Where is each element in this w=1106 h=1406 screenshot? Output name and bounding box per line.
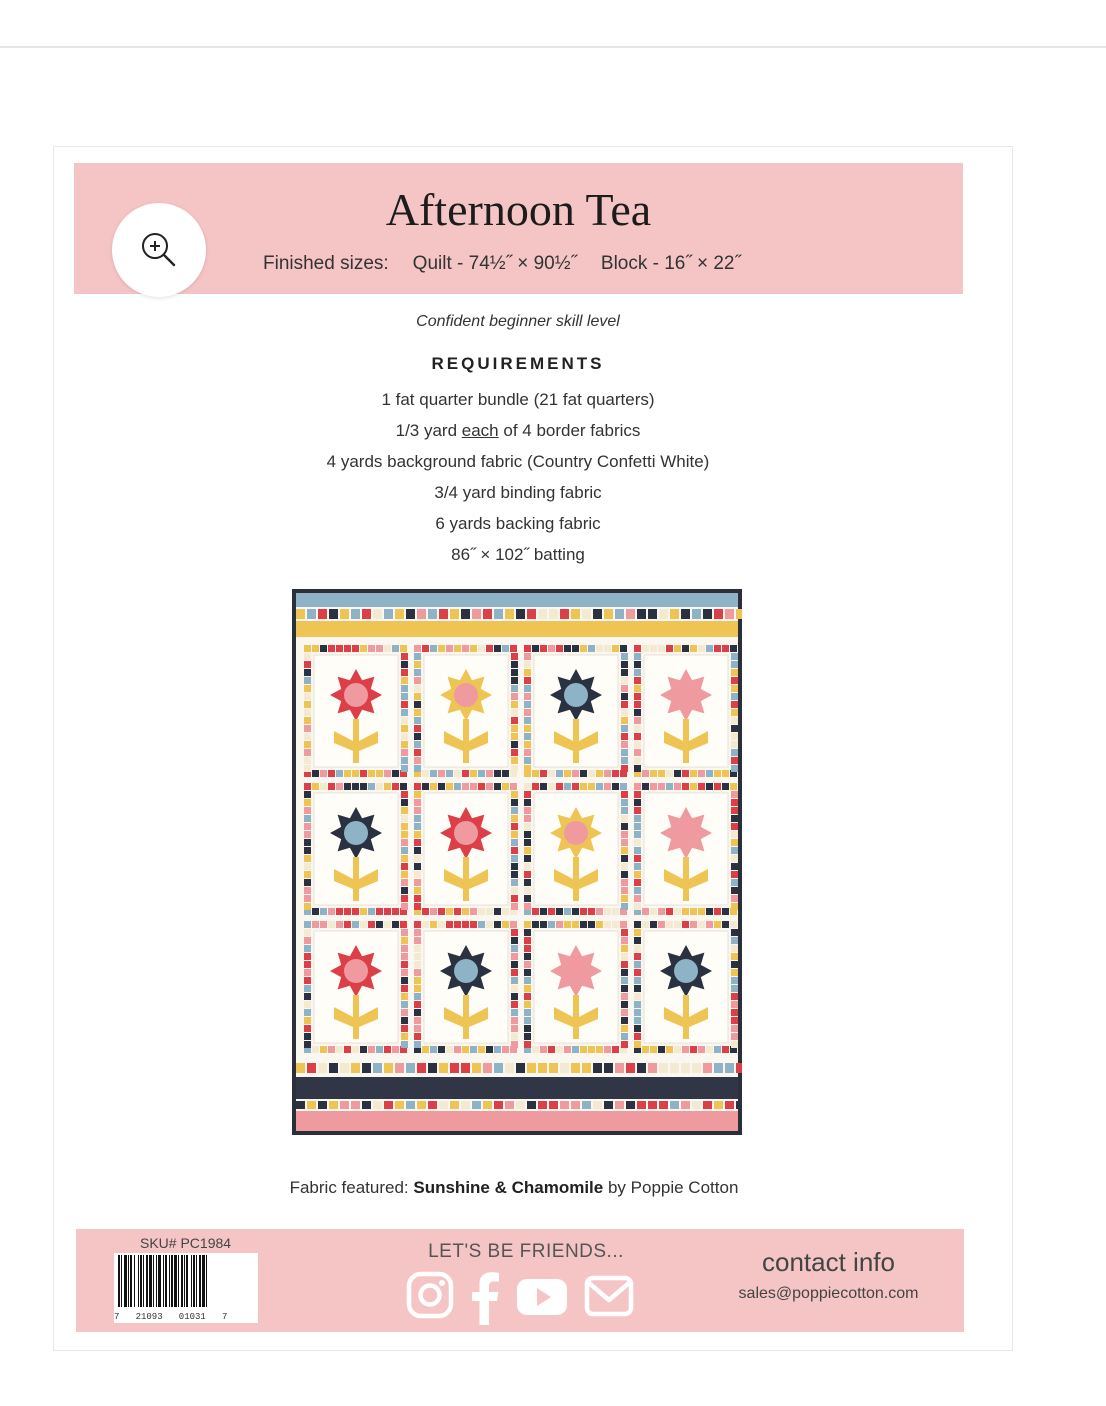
pattern-title: Afternoon Tea [385,184,652,235]
requirement-item: 3/4 yard binding fabric [434,483,602,502]
skill-level: Confident beginner skill level [416,313,620,330]
footer-banner [76,1229,964,1332]
requirement-item: 1/3 yard each of 4 border fabrics [395,421,641,440]
requirement-item: 1 fat quarter bundle (21 fat quarters) [381,390,655,409]
barcode [114,1253,258,1323]
lets-be-friends: LET'S BE FRIENDS... [428,1241,624,1262]
product-image-card [53,146,1013,1351]
requirement-item: 4 yards background fabric (Country Confetti White) [326,452,710,471]
top-divider [0,46,1106,48]
block-size: Block - 16˝ × 22˝ [600,253,741,274]
requirements-list [54,387,982,573]
email-icon[interactable] [584,1275,634,1317]
sku-label: SKU# PC1984 [140,1235,232,1251]
requirement-item: 6 yards backing fabric [435,514,601,533]
quilt-size: Quilt - 74½˝ × 90½˝ [412,253,577,274]
youtube-icon[interactable] [516,1277,568,1317]
requirements-heading: REQUIREMENTS [431,354,605,373]
contact-info-heading: contact info [762,1247,895,1277]
finished-sizes-label: Finished sizes: [263,253,389,274]
contact-email[interactable]: sales@poppiecotton.com [738,1285,919,1302]
requirement-item: 86˝ × 102˝ batting [451,545,585,564]
finished-sizes [263,253,741,275]
zoom-button[interactable] [112,203,206,297]
quilt-illustration [292,589,742,1135]
zoom-in-icon [140,231,178,269]
instagram-icon[interactable] [406,1271,454,1319]
facebook-icon[interactable] [470,1271,500,1325]
barcode-digits: 7 21093 01031 7 [114,1312,228,1322]
title-banner [74,163,963,294]
fabric-collection: Sunshine & Chamomile [413,1178,604,1197]
fabric-featured: Fabric featured: Sunshine & Chamomile by Poppie Cotton [289,1178,739,1197]
